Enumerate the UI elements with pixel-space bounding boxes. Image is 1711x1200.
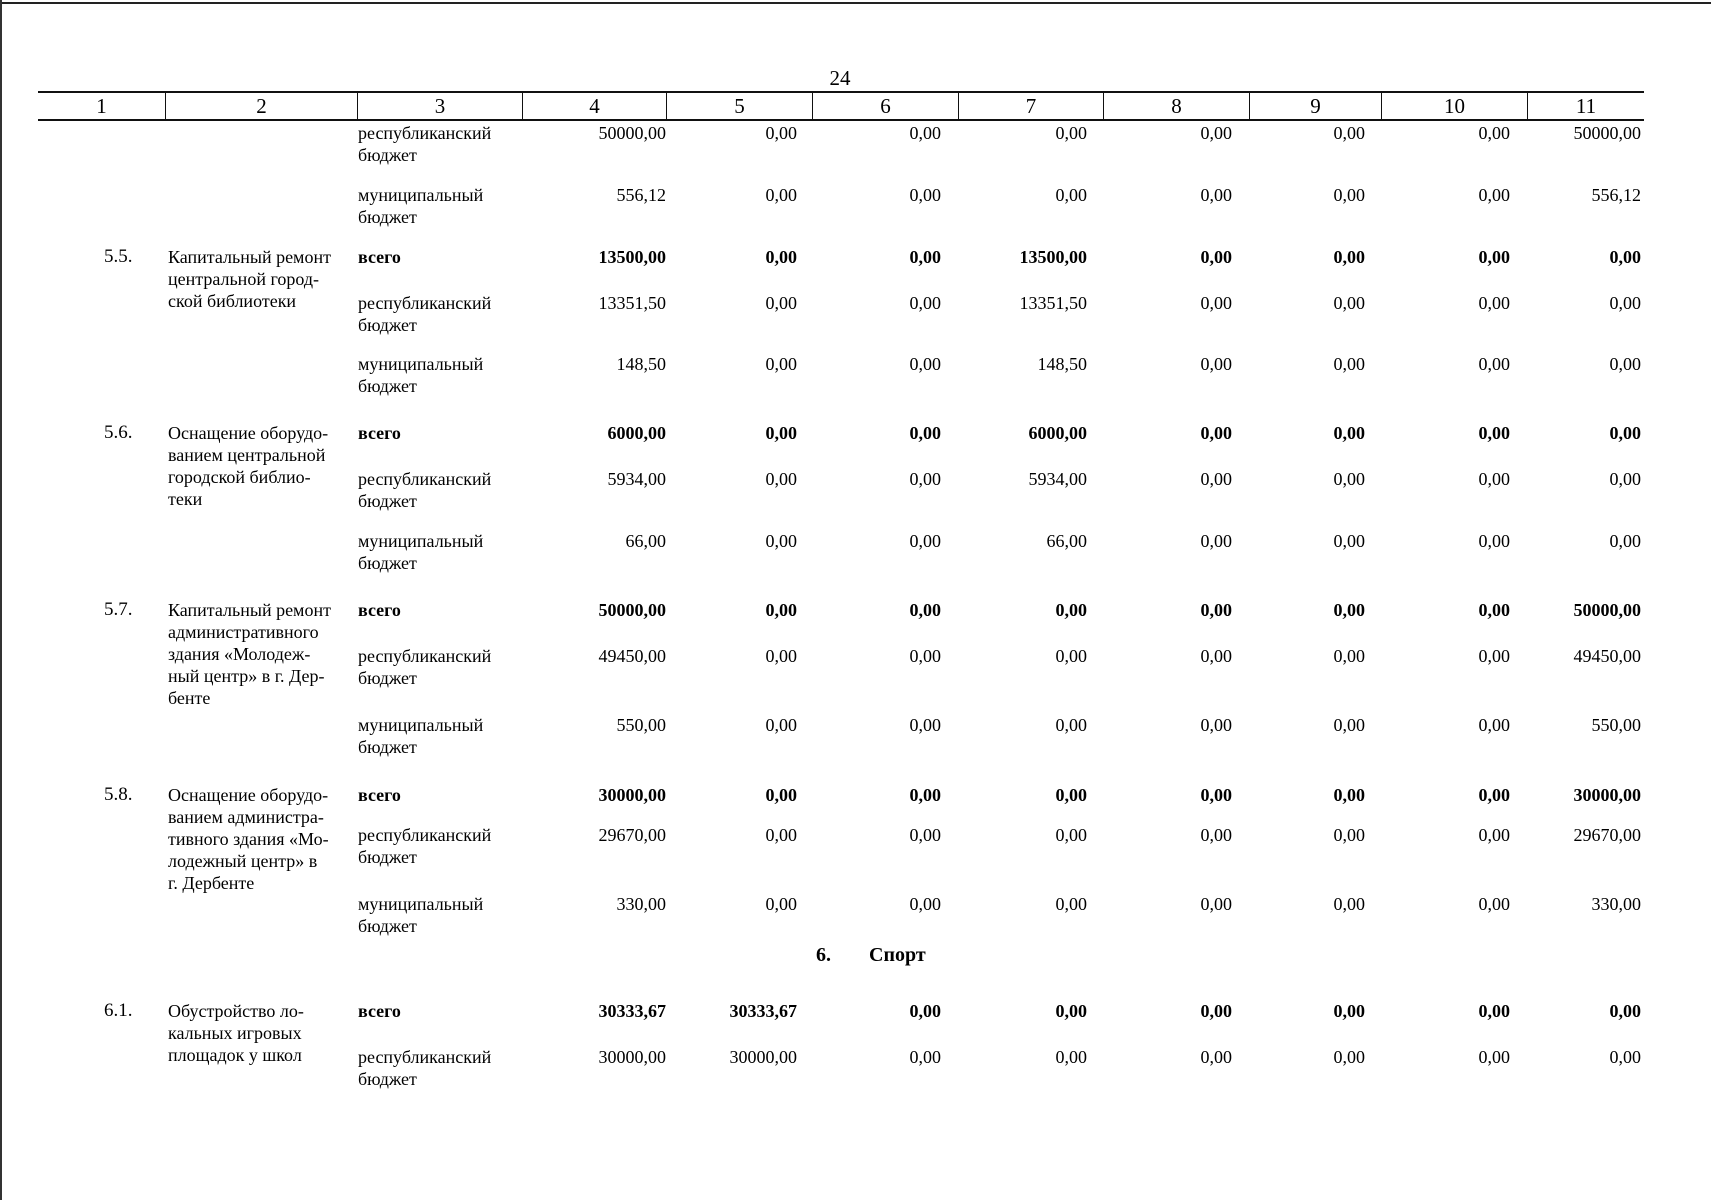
row-code: 5.5. [104,246,133,267]
row-value-col-7: 0,00 [1055,715,1087,735]
row-value-col-10: 0,00 [1478,600,1510,620]
row-value-col-5: 0,00 [765,469,797,489]
row-source: всего [358,785,401,805]
row-value-col-8: 0,00 [1200,715,1232,735]
row-source: муниципальный бюджет [358,894,484,936]
row-value-col-10: 0,00 [1478,123,1510,143]
header-col-5: 5 [666,93,812,119]
row-source: муниципальный бюджет [358,185,484,227]
row-code: 5.8. [104,784,133,805]
row-code: 5.7. [104,599,133,620]
row-source: республиканский бюджет [358,469,492,511]
row-value-col-8: 0,00 [1200,185,1232,205]
header-col-6: 6 [812,93,958,119]
row-value-col-7: 66,00 [1046,531,1087,551]
row-code: 6.1. [104,1000,133,1021]
row-source: всего [358,423,401,443]
row-value-col-5: 0,00 [765,715,797,735]
row-value-col-6: 0,00 [909,293,941,313]
row-value-col-6: 0,00 [909,785,941,805]
row-value-col-11: 556,12 [1591,185,1641,205]
row-value-col-11: 330,00 [1591,894,1641,914]
row-value-col-6: 0,00 [909,825,941,845]
row-value-col-10: 0,00 [1478,715,1510,735]
row-source: муниципальный бюджет [358,354,484,396]
row-value-col-7: 6000,00 [1028,423,1087,443]
row-value-col-8: 0,00 [1200,531,1232,551]
row-value-col-4: 13500,00 [598,247,666,267]
row-value-col-11: 0,00 [1609,293,1641,313]
row-name: Капитальный ремонт центральной город- ской библиотеки [168,247,331,311]
row-value-col-9: 0,00 [1333,894,1365,914]
row-value-col-11: 0,00 [1609,247,1641,267]
header-col-1: 1 [96,94,107,118]
header-col-2: 2 [165,93,357,119]
row-value-col-7: 0,00 [1055,785,1087,805]
row-value-col-4: 30000,00 [598,785,666,805]
row-value-col-11: 0,00 [1609,469,1641,489]
row-value-col-6: 0,00 [909,247,941,267]
row-value-col-5: 30333,67 [729,1001,797,1021]
row-name: Оснащение оборудо- ванием центральной городской библио- теки [168,423,329,509]
row-value-col-9: 0,00 [1333,825,1365,845]
row-value-col-7: 0,00 [1055,646,1087,666]
row-value-col-5: 0,00 [765,894,797,914]
row-value-col-6: 0,00 [909,1047,941,1067]
row-value-col-5: 30000,00 [729,1047,797,1067]
row-value-col-6: 0,00 [909,423,941,443]
row-value-col-10: 0,00 [1478,354,1510,374]
left-edge-line [0,0,2,1200]
row-value-col-10: 0,00 [1478,185,1510,205]
row-value-col-7: 0,00 [1055,825,1087,845]
row-value-col-6: 0,00 [909,715,941,735]
row-value-col-8: 0,00 [1200,1047,1232,1067]
row-value-col-10: 0,00 [1478,894,1510,914]
row-value-col-5: 0,00 [765,293,797,313]
row-value-col-4: 13351,50 [598,293,666,313]
section-heading [816,944,926,967]
header-col-11: 11 [1527,93,1644,119]
row-value-col-6: 0,00 [909,600,941,620]
row-value-col-7: 0,00 [1055,185,1087,205]
row-value-col-4: 550,00 [616,715,666,735]
row-value-col-11: 0,00 [1609,354,1641,374]
row-value-col-5: 0,00 [765,423,797,443]
row-value-col-10: 0,00 [1478,1001,1510,1021]
row-value-col-9: 0,00 [1333,247,1365,267]
row-source: муниципальный бюджет [358,715,484,757]
row-value-col-7: 13351,50 [1019,293,1087,313]
row-value-col-4: 148,50 [616,354,666,374]
row-value-col-9: 0,00 [1333,600,1365,620]
row-value-col-7: 5934,00 [1028,469,1087,489]
row-value-col-10: 0,00 [1478,247,1510,267]
row-value-col-7: 13500,00 [1019,247,1087,267]
row-value-col-11: 0,00 [1609,1001,1641,1021]
section-title: Спорт [869,944,926,966]
row-value-col-10: 0,00 [1478,646,1510,666]
row-value-col-11: 29670,00 [1573,825,1641,845]
row-value-col-10: 0,00 [1478,1047,1510,1067]
row-value-col-11: 0,00 [1609,1047,1641,1067]
row-value-col-11: 550,00 [1591,715,1641,735]
row-value-col-4: 50000,00 [598,123,666,143]
row-value-col-10: 0,00 [1478,423,1510,443]
row-value-col-11: 0,00 [1609,531,1641,551]
row-value-col-11: 30000,00 [1573,785,1641,805]
row-value-col-8: 0,00 [1200,247,1232,267]
row-value-col-5: 0,00 [765,354,797,374]
row-value-col-8: 0,00 [1200,1001,1232,1021]
row-source: республиканский бюджет [358,293,492,335]
row-value-col-6: 0,00 [909,531,941,551]
row-value-col-8: 0,00 [1200,423,1232,443]
row-value-col-9: 0,00 [1333,469,1365,489]
page-number: 24 [829,66,851,90]
row-value-col-9: 0,00 [1333,293,1365,313]
row-value-col-8: 0,00 [1200,894,1232,914]
row-value-col-7: 0,00 [1055,1001,1087,1021]
row-value-col-4: 30000,00 [598,1047,666,1067]
row-value-col-9: 0,00 [1333,123,1365,143]
row-value-col-10: 0,00 [1478,469,1510,489]
row-value-col-7: 0,00 [1055,1047,1087,1067]
row-source: республиканский бюджет [358,1047,492,1089]
row-value-col-9: 0,00 [1333,354,1365,374]
row-value-col-6: 0,00 [909,185,941,205]
row-code: 5.6. [104,422,133,443]
row-value-col-8: 0,00 [1200,785,1232,805]
row-source: республиканский бюджет [358,646,492,688]
row-value-col-9: 0,00 [1333,185,1365,205]
row-value-col-5: 0,00 [765,531,797,551]
row-value-col-6: 0,00 [909,469,941,489]
row-value-col-8: 0,00 [1200,469,1232,489]
row-value-col-8: 0,00 [1200,646,1232,666]
row-value-col-4: 556,12 [616,185,666,205]
row-source: муниципальный бюджет [358,531,484,573]
row-value-col-8: 0,00 [1200,123,1232,143]
row-value-col-10: 0,00 [1478,293,1510,313]
row-value-col-4: 66,00 [625,531,666,551]
row-value-col-6: 0,00 [909,354,941,374]
row-value-col-4: 330,00 [616,894,666,914]
row-value-col-9: 0,00 [1333,785,1365,805]
header-col-8: 8 [1103,93,1249,119]
header-col-7: 7 [958,93,1103,119]
row-value-col-8: 0,00 [1200,600,1232,620]
row-value-col-10: 0,00 [1478,825,1510,845]
row-value-col-6: 0,00 [909,894,941,914]
row-value-col-9: 0,00 [1333,1001,1365,1021]
row-value-col-5: 0,00 [765,600,797,620]
header-col-9: 9 [1249,93,1381,119]
row-source: всего [358,600,401,620]
row-value-col-7: 148,50 [1037,354,1087,374]
row-value-col-6: 0,00 [909,646,941,666]
row-value-col-10: 0,00 [1478,531,1510,551]
row-value-col-7: 0,00 [1055,123,1087,143]
row-name: Оснащение оборудо- ванием администра- тивного здания «Мо- лодежный центр» в г. Дербенте [168,785,329,893]
row-source: всего [358,1001,401,1021]
row-value-col-9: 0,00 [1333,423,1365,443]
row-value-col-10: 0,00 [1478,785,1510,805]
row-source: всего [358,247,401,267]
top-edge-line [0,2,1711,4]
row-value-col-5: 0,00 [765,185,797,205]
row-value-col-6: 0,00 [909,123,941,143]
row-value-col-4: 30333,67 [598,1001,666,1021]
table-header [38,91,1644,121]
row-value-col-9: 0,00 [1333,646,1365,666]
row-value-col-8: 0,00 [1200,825,1232,845]
row-value-col-9: 0,00 [1333,1047,1365,1067]
row-value-col-5: 0,00 [765,825,797,845]
row-value-col-7: 0,00 [1055,600,1087,620]
row-value-col-4: 50000,00 [598,600,666,620]
section-number: 6. [816,944,831,966]
row-value-col-11: 50000,00 [1573,123,1641,143]
row-value-col-5: 0,00 [765,785,797,805]
row-value-col-11: 49450,00 [1573,646,1641,666]
row-value-col-9: 0,00 [1333,531,1365,551]
row-value-col-5: 0,00 [765,247,797,267]
row-value-col-8: 0,00 [1200,354,1232,374]
row-value-col-4: 29670,00 [598,825,666,845]
row-value-col-5: 0,00 [765,646,797,666]
row-value-col-8: 0,00 [1200,293,1232,313]
row-value-col-11: 0,00 [1609,423,1641,443]
row-value-col-11: 50000,00 [1573,600,1641,620]
row-value-col-7: 0,00 [1055,894,1087,914]
row-value-col-4: 5934,00 [607,469,666,489]
header-col-3: 3 [357,93,522,119]
header-col-10: 10 [1381,93,1527,119]
row-source: республиканский бюджет [358,825,492,867]
row-value-col-9: 0,00 [1333,715,1365,735]
row-name: Капитальный ремонт административного здания «Молодеж- ный центр» в г. Дер- бенте [168,600,331,708]
row-name: Обустройство ло- кальных игровых площадок у школ [168,1001,304,1065]
header-col-4: 4 [522,93,666,119]
row-source: республиканский бюджет [358,123,492,165]
row-value-col-6: 0,00 [909,1001,941,1021]
row-value-col-4: 49450,00 [598,646,666,666]
row-value-col-5: 0,00 [765,123,797,143]
row-value-col-4: 6000,00 [607,423,666,443]
